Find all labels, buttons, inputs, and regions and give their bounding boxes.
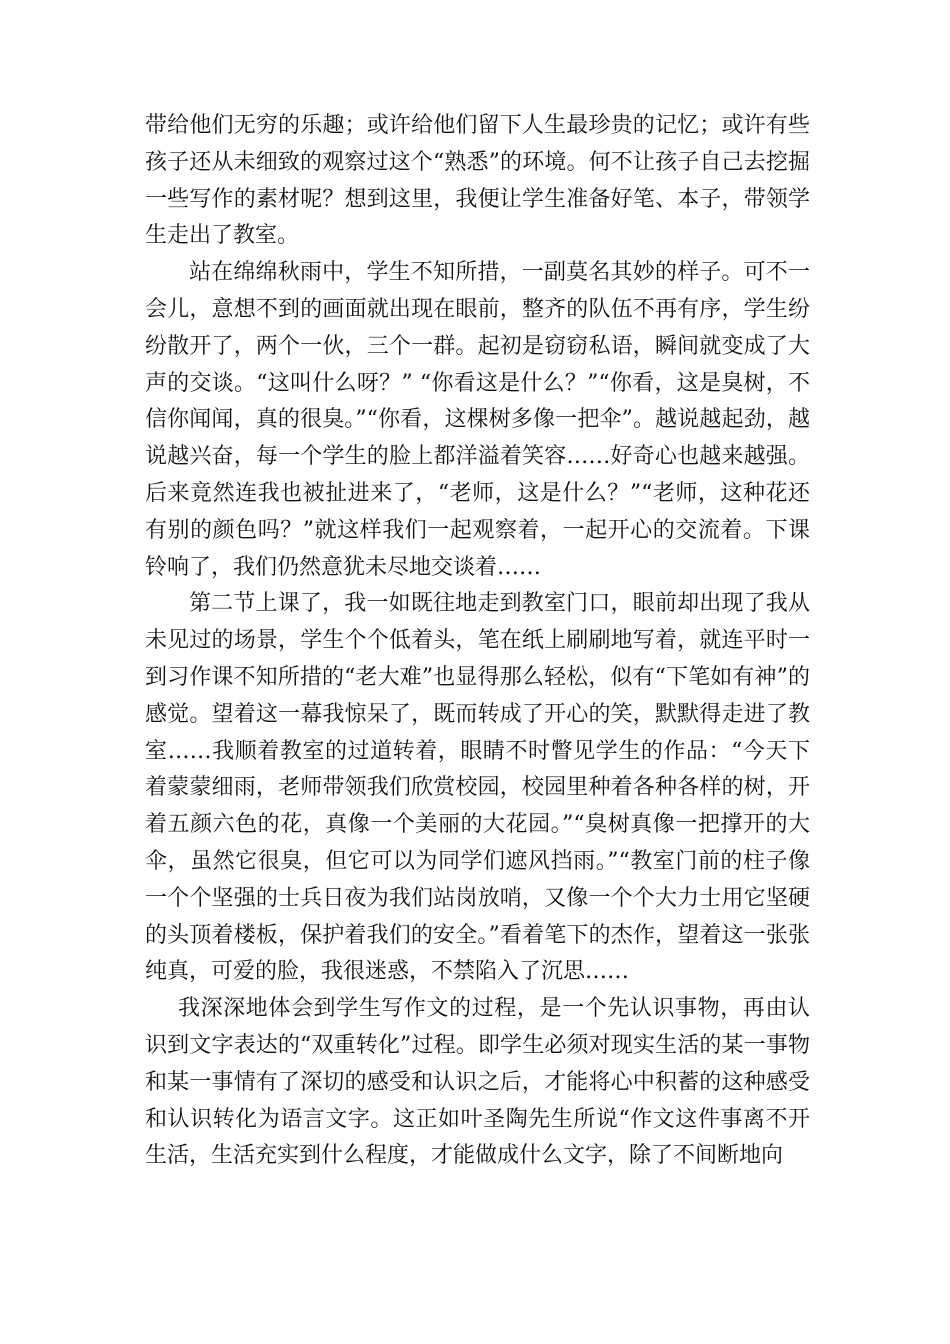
paragraph-3: 第二节上课了，我一如既往地走到教室门口，眼前却出现了我从未见过的场景，学生个个低着头，笔在纸上刷刷地写着，就连平时一到习作课不知所措的“老大难”也显得那么轻松，似有“下笔如有神”的感觉。望着这一幕我惊呆了，既而转成了开心的笑，默默得走进了教室……我顺着教室的过道转着，眼睛不时瞥见学生的作品：“今天下着蒙蒙细雨，老师带领我们欣赏校园，校园里种着各种各样的树，开着五颜六色的花，真像一个美丽的大花园。”“臭树真像一把撑开的大伞，虽然它很臭，但它可以为同学们遮风挡雨。”“教室门前的柱子像一个个坚强的士兵日夜为我们站岗放哨，又像一个个大力士用它坚硬的头顶着楼板，保护着我们的安全。”看着笔下的杰作，望着这一张张纯真，可爱的脸，我很迷惑，不禁陷入了沉思…… <box>145 591 810 985</box>
body-text <box>145 108 810 1175</box>
paragraph-1: 带给他们无穷的乐趣；或许给他们留下人生最珍贵的记忆；或许有些孩子还从未细致的观察过这个“熟悉”的环境。何不让孩子自己去挖掘一些写作的素材呢？想到这里，我便让学生准备好笔、本子，带领学生走出了教室。 <box>145 113 810 249</box>
paragraph-2: 站在绵绵秋雨中，学生不知所措，一副莫名其妙的样子。可不一会儿，意想不到的画面就出现在眼前，整齐的队伍不再有序，学生纷纷散开了，两个一伙，三个一群。起初是窃窃私语，瞬间就变成了大声的交谈。“这叫什么呀？” “你看这是什么？”“你看，这是臭树，不信你闻闻，真的很臭。”“你看，这棵树多像一把伞”。越说越起劲，越说越兴奋，每一个学生的脸上都洋溢着笑容……好奇心也越来越强。后来竟然连我也被扯进来了，“老师，这是什么？”“老师，这种花还有别的颜色吗？”就这样我们一起观察着，一起开心的交流着。下课铃响了，我们仍然意犹未尽地交谈着…… <box>145 260 810 580</box>
paragraph-4: 我深深地体会到学生写作文的过程，是一个先认识事物，再由认识到文字表达的“双重转化”过程。即学生必须对现实生活的某一事物和某一事情有了深切的感受和认识之后，才能将心中积蓄的这种感受和认识转化为语言文字。这正如叶圣陶先生所说“作文这件事离不开生活，生活充实到什么程度，才能做成什么文字，除了不间断地向 <box>145 996 810 1169</box>
